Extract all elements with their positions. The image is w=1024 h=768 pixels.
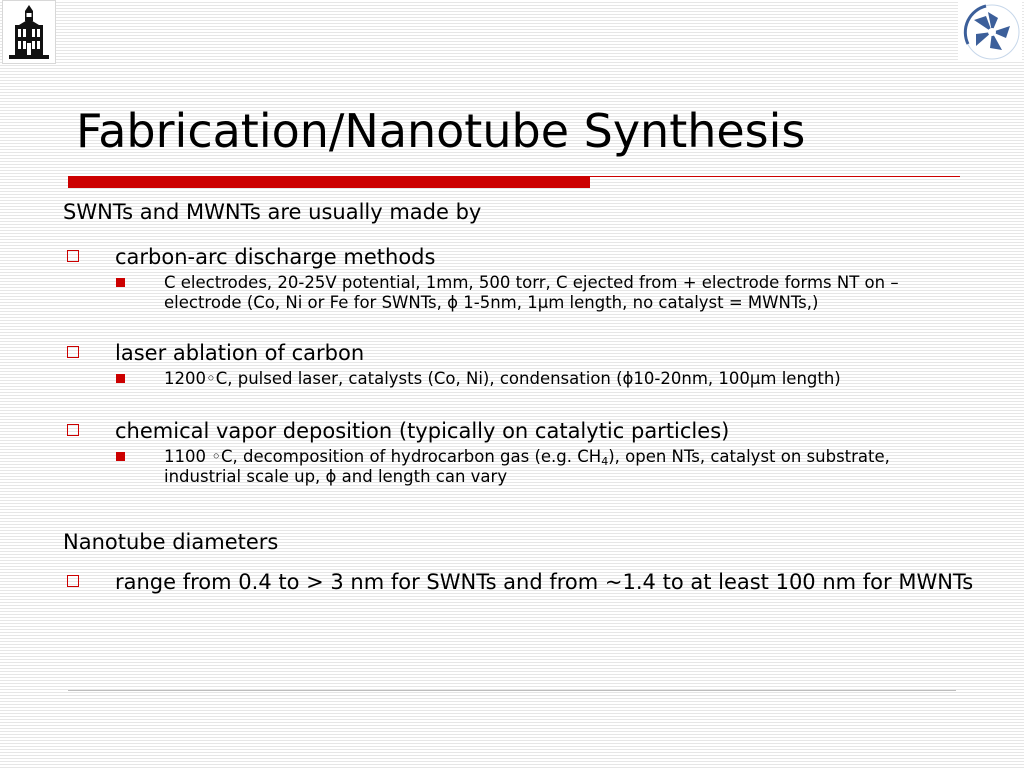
method-item-carbon-arc — [63, 245, 963, 269]
method-detail-laser-ablation — [63, 369, 964, 389]
method-detail-cvd — [63, 447, 964, 487]
filled-square-bullet-icon — [116, 278, 125, 287]
diameters-text: range from 0.4 to > 3 nm for SWNTs and from ~1.4 to at least 100 nm for MWNTs — [115, 570, 974, 594]
filled-square-bullet-icon — [116, 374, 125, 383]
diameters-item — [63, 570, 995, 594]
hollow-square-bullet-icon — [67, 346, 79, 358]
method-item-cvd — [63, 419, 963, 443]
hollow-square-bullet-icon — [67, 424, 79, 436]
method-item-laser-ablation — [63, 341, 963, 365]
university-building-logo-icon — [2, 0, 56, 64]
title-underline-thick — [68, 176, 590, 188]
slide-body — [63, 199, 974, 594]
method-detail-text: 1100 ◦C, decomposition of hydrocarbon gas (e.g. $CH_4$), open NTs, catalyst on substrate, industrial scale up, ϕ and length can vary — [164, 447, 890, 486]
slide-title: Fabrication/Nanotube Synthesis — [76, 104, 806, 158]
center-for-advanced-friction-studies-logo-icon — [958, 0, 1022, 62]
hollow-square-bullet-icon — [67, 250, 79, 262]
intro-text: SWNTs and MWNTs are usually made by — [63, 200, 482, 224]
method-label: laser ablation of carbon — [115, 341, 365, 365]
diameters-heading: Nanotube diameters — [63, 530, 279, 554]
method-label: chemical vapor deposition (typically on catalytic particles) — [115, 419, 730, 443]
method-label: carbon-arc discharge methods — [115, 245, 436, 269]
method-detail-text: 1200◦C, pulsed laser, catalysts (Co, Ni), condensation (ϕ10-20nm, 100µm length) — [164, 369, 841, 388]
method-detail-carbon-arc — [63, 273, 964, 313]
bottom-divider — [68, 690, 956, 691]
method-detail-text: C electrodes, 20-25V potential, 1mm, 500 torr, C ejected from + electrode forms NT on – electrode (Co, Ni or Fe for SWNTs, ϕ 1-5nm, 1µm length, no catalyst = MWNTs,) — [164, 273, 899, 312]
filled-square-bullet-icon — [116, 452, 125, 461]
hollow-square-bullet-icon — [67, 575, 79, 587]
title-underline-thin — [590, 176, 960, 177]
